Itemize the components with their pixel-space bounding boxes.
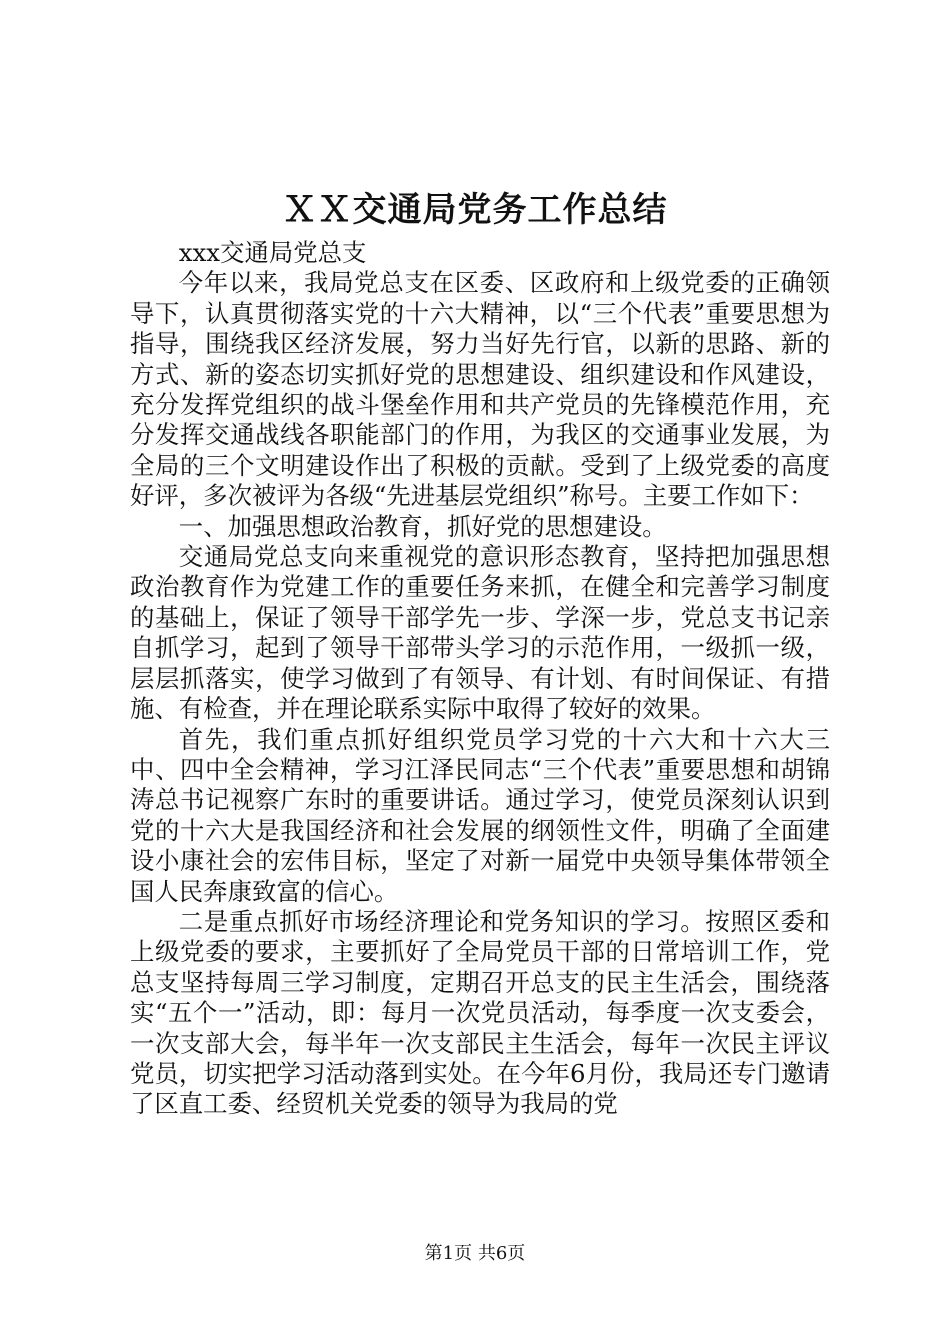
paragraph-second: 二是重点抓好市场经济理论和党务知识的学习。按照区委和上级党委的要求，主要抓好了全局党员干部的日常培训工作，党总支坚持每周三学习制度，定期召开总支的民主生活会，围绕落实“五个一”活动，即：每月一次党员活动，每季度一次支委会，一次支部大会，每半年一次支部民主生活会，每年一次民主评议党员，切实把学习活动落到实处。在今年6月份，我局还专门邀请了区直工委、经贸机关党委的领导为我局的党 bbox=[130, 906, 830, 1119]
section-heading-1: 一、加强思想政治教育，抓好党的思想建设。 bbox=[178, 511, 667, 541]
paragraph-intro: 今年以来，我局党总支在区委、区政府和上级党委的正确领导下，认真贯彻落实党的十六大精神，以“三个代表”重要思想为指导，围绕我区经济发展，努力当好先行官，以新的思路、新的方式、新的姿态切实抓好党的思想建设、组织建设和作风建设，充分发挥党组织的战斗堡垒作用和共产党员的先锋模范作用，充分发挥交通战线各职能部门的作用，为我区的交通事业发展，为全局的三个文明建设作出了积极的贡献。受到了上级党委的高度好评，多次被评为各级“先进基层党组织”称号。主要工作如下： bbox=[130, 268, 830, 511]
document-title: ＸＸ交通局党务工作总结 bbox=[282, 190, 668, 230]
page-number-footer: 第1页 共6页 bbox=[424, 1243, 526, 1264]
organization-name: xxx交通局党总支 bbox=[178, 238, 367, 267]
document-body bbox=[130, 238, 830, 1120]
paragraph-first: 首先，我们重点抓好组织党员学习党的十六大和十六大三中、四中全会精神，学习江泽民同志“三个代表”重要思想和胡锦涛总书记视察广东时的重要讲话。通过学习，使党员深刻认识到党的十六大是我国经济和社会发展的纲领性文件，明确了全面建设小康社会的宏伟目标，坚定了对新一届党中央领导集体带领全国人民奔康致富的信心。 bbox=[130, 724, 830, 906]
paragraph-education: 交通局党总支向来重视党的意识形态教育，坚持把加强思想政治教育作为党建工作的重要任务来抓，在健全和完善学习制度的基础上，保证了领导干部学先一步、学深一步，党总支书记亲自抓学习，起到了领导干部带头学习的示范作用，一级抓一级，层层抓落实，使学习做到了有领导、有计划、有时间保证、有措施、有检查，并在理论联系实际中取得了较好的效果。 bbox=[130, 542, 830, 724]
